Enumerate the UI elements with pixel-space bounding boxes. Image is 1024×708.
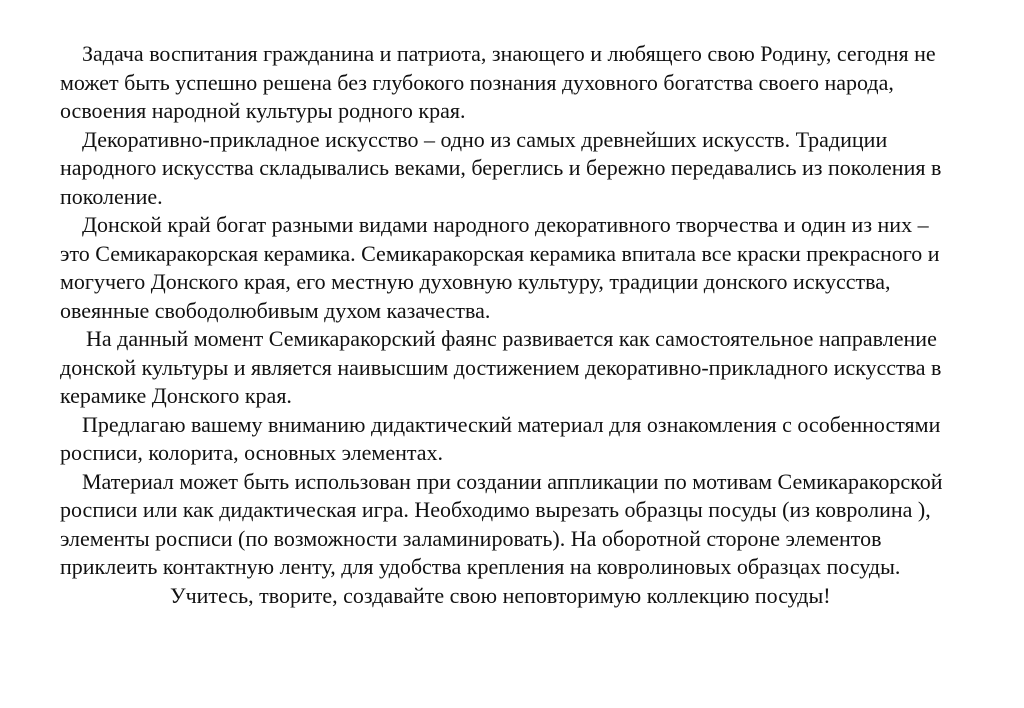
closing-line: Учитесь, творите, создавайте свою неповторимую коллекцию посуды! [170,582,831,608]
paragraph-didactic-material: Предлагаю вашему вниманию дидактический материал для ознакомления с особенностями росписи, колорита, основных элементах. [60,411,941,465]
paragraph-intro: Задача воспитания гражданина и патриота, знающего и любящего свою Родину, сегодня не может быть успешно решена без глубокого познания духовного богатства своего народа, освоения народной культуры родного края. [60,41,936,123]
paragraph-faience: На данный момент Семикаракорский фаянс развивается как самостоятельное направление донской культуры и является наивысшим достижением декоративно-прикладного искусства в керамике Донского края. [60,326,942,408]
paragraph-don-region: Донской край богат разными видами народного декоративного творчества и один из них – это Семикаракорская керамика. Семикаракорская керамика впитала все краски прекрасного и могучего Донского края, его местную духовную культуру, традиции донского искусства, овеянные свободолюбивым духом казачества. [60,212,940,323]
paragraph-decorative-art: Декоративно-прикладное искусство – одно из самых древнейших искусств. Традиции народного искусства складывались веками, береглись и бережно передавались из поколения в поколение. [60,126,942,209]
paragraph-usage-instructions: Материал может быть использован при создании аппликации по мотивам Семикаракорской росписи или как дидактическая игра. Необходимо вырезать образцы посуды (из ковролина ), элементы росписи (по возможности заламинировать). На оборотной стороне элементов приклеить контактную ленту, для удобства крепления на ковролиновых образцах посуды. [60,468,943,579]
document-page [60,40,960,610]
